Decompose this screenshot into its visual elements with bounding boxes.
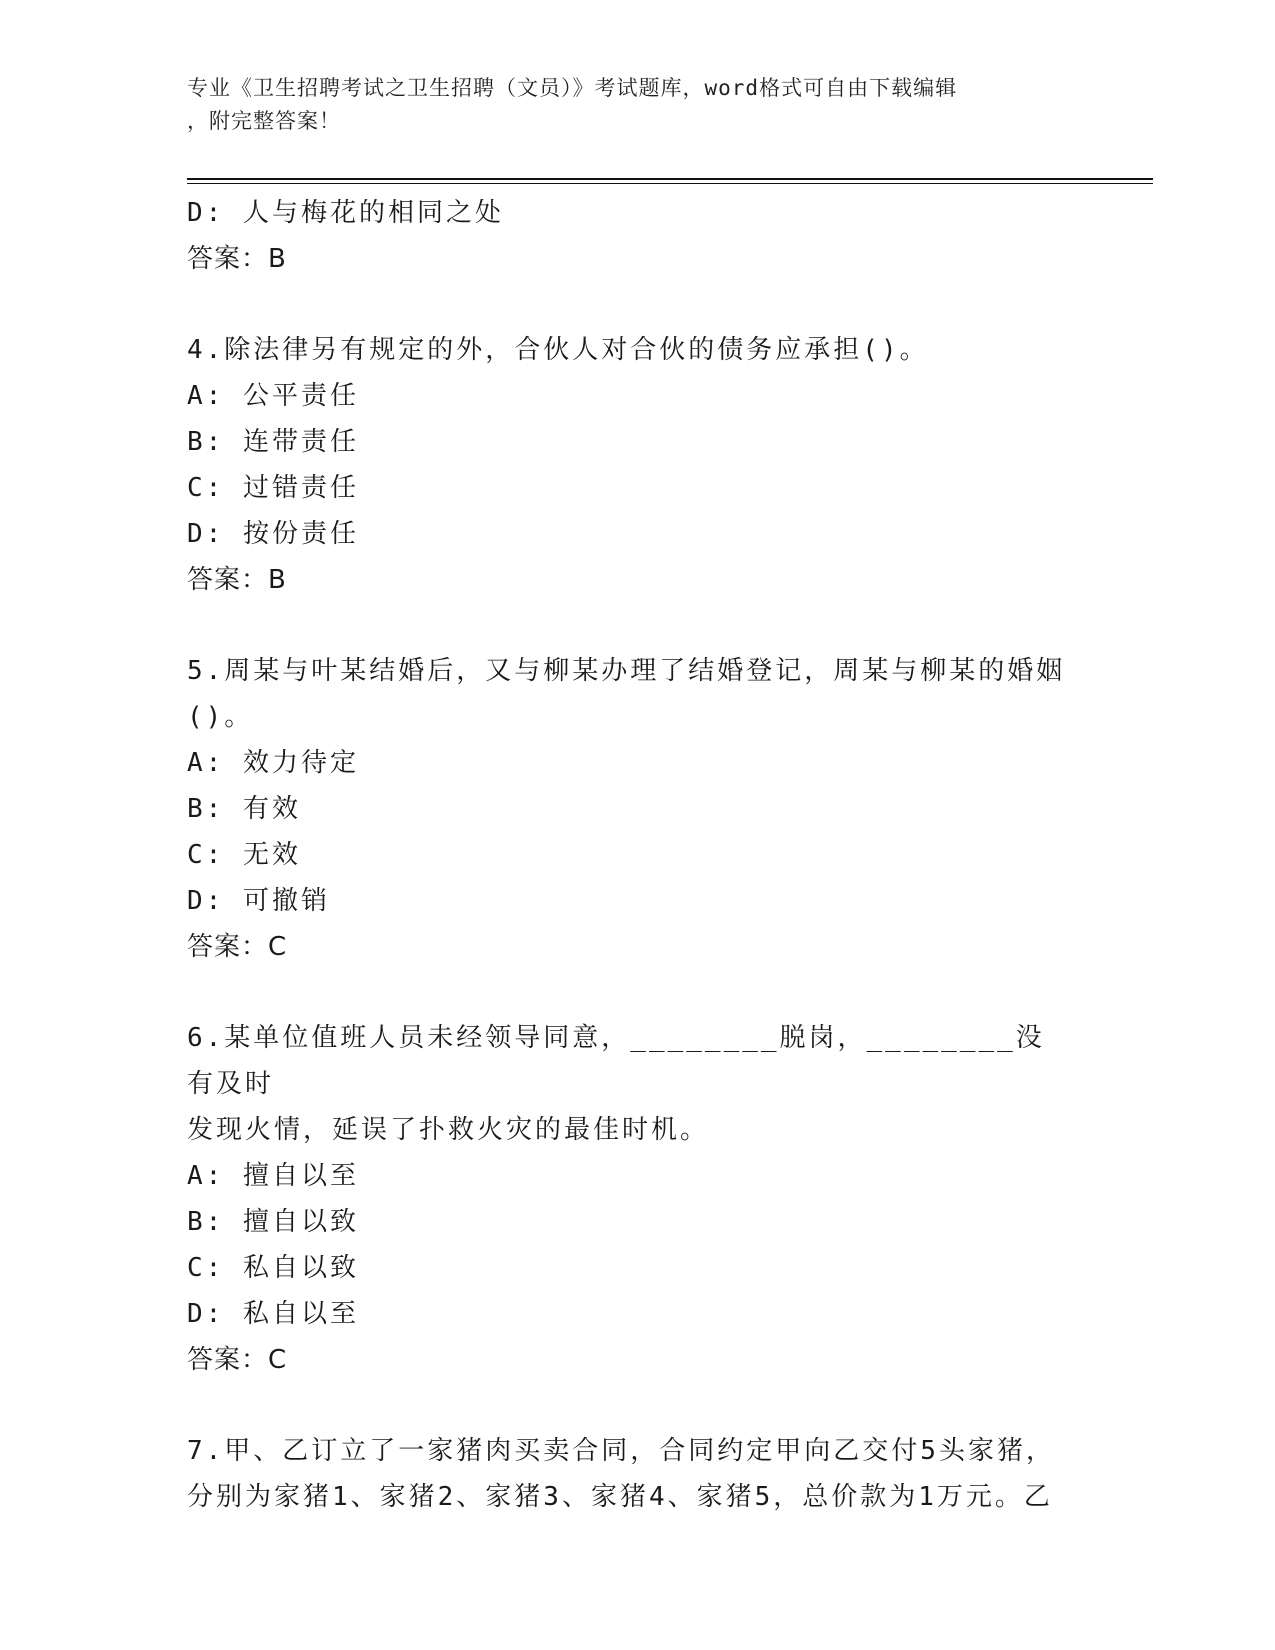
question-text-line-2: 分别为家猪1、家猪2、家猪3、家猪4、家猪5，总价款为1万元。乙 — [187, 1482, 1053, 1512]
option-d: D: 私自以至 — [187, 1299, 359, 1329]
answer-line: 答案：C — [187, 932, 288, 962]
option-a: A: 擅自以至 — [187, 1161, 359, 1191]
option-c: C: 过错责任 — [187, 473, 359, 503]
header-line-2: ，附完整答案！ — [187, 109, 341, 133]
question-text: 4.除法律另有规定的外，合伙人对合伙的债务应承担()。 — [187, 335, 929, 365]
question-text-line-1: 7.甲、乙订立了一家猪肉买卖合同，合同约定甲向乙交付5头家猪， — [187, 1436, 1055, 1466]
option-d: D: 按份责任 — [187, 519, 359, 549]
header-line-1: 专业《卫生招聘考试之卫生招聘（文员）》考试题库，word格式可自由下载编辑 — [187, 76, 958, 100]
option-b: B: 有效 — [187, 794, 301, 824]
option-d: D: 可撤销 — [187, 886, 330, 916]
question-4 — [187, 327, 1087, 603]
document-body — [187, 190, 1087, 1520]
carryover-question — [187, 190, 1087, 282]
answer-line: 答案：B — [187, 565, 287, 595]
answer-line: 答案：C — [187, 1345, 288, 1375]
option-c: C: 无效 — [187, 840, 301, 870]
header-divider-thin — [187, 183, 1153, 184]
question-6 — [187, 1015, 1087, 1383]
header-divider-thick — [187, 178, 1153, 180]
question-5 — [187, 648, 1087, 970]
question-7 — [187, 1428, 1087, 1520]
question-text-line-1: 5.周某与叶某结婚后，又与柳某办理了结婚登记，周某与柳某的婚姻 — [187, 656, 1066, 686]
question-text-line-2: 发现火情，延误了扑救火灾的最佳时机。 — [187, 1115, 710, 1145]
option-b: B: 擅自以致 — [187, 1207, 359, 1237]
document-header — [187, 72, 1067, 138]
option-c: C: 私自以致 — [187, 1253, 359, 1283]
question-text-line-2: ()。 — [187, 702, 254, 732]
question-text-line-1: 6.某单位值班人员未经领导同意，________脱岗，________没有及时 — [187, 1023, 1045, 1099]
option-d: D: 人与梅花的相同之处 — [187, 198, 504, 228]
option-a: A: 公平责任 — [187, 381, 359, 411]
option-b: B: 连带责任 — [187, 427, 359, 457]
answer-line: 答案：B — [187, 244, 287, 274]
option-a: A: 效力待定 — [187, 748, 359, 778]
